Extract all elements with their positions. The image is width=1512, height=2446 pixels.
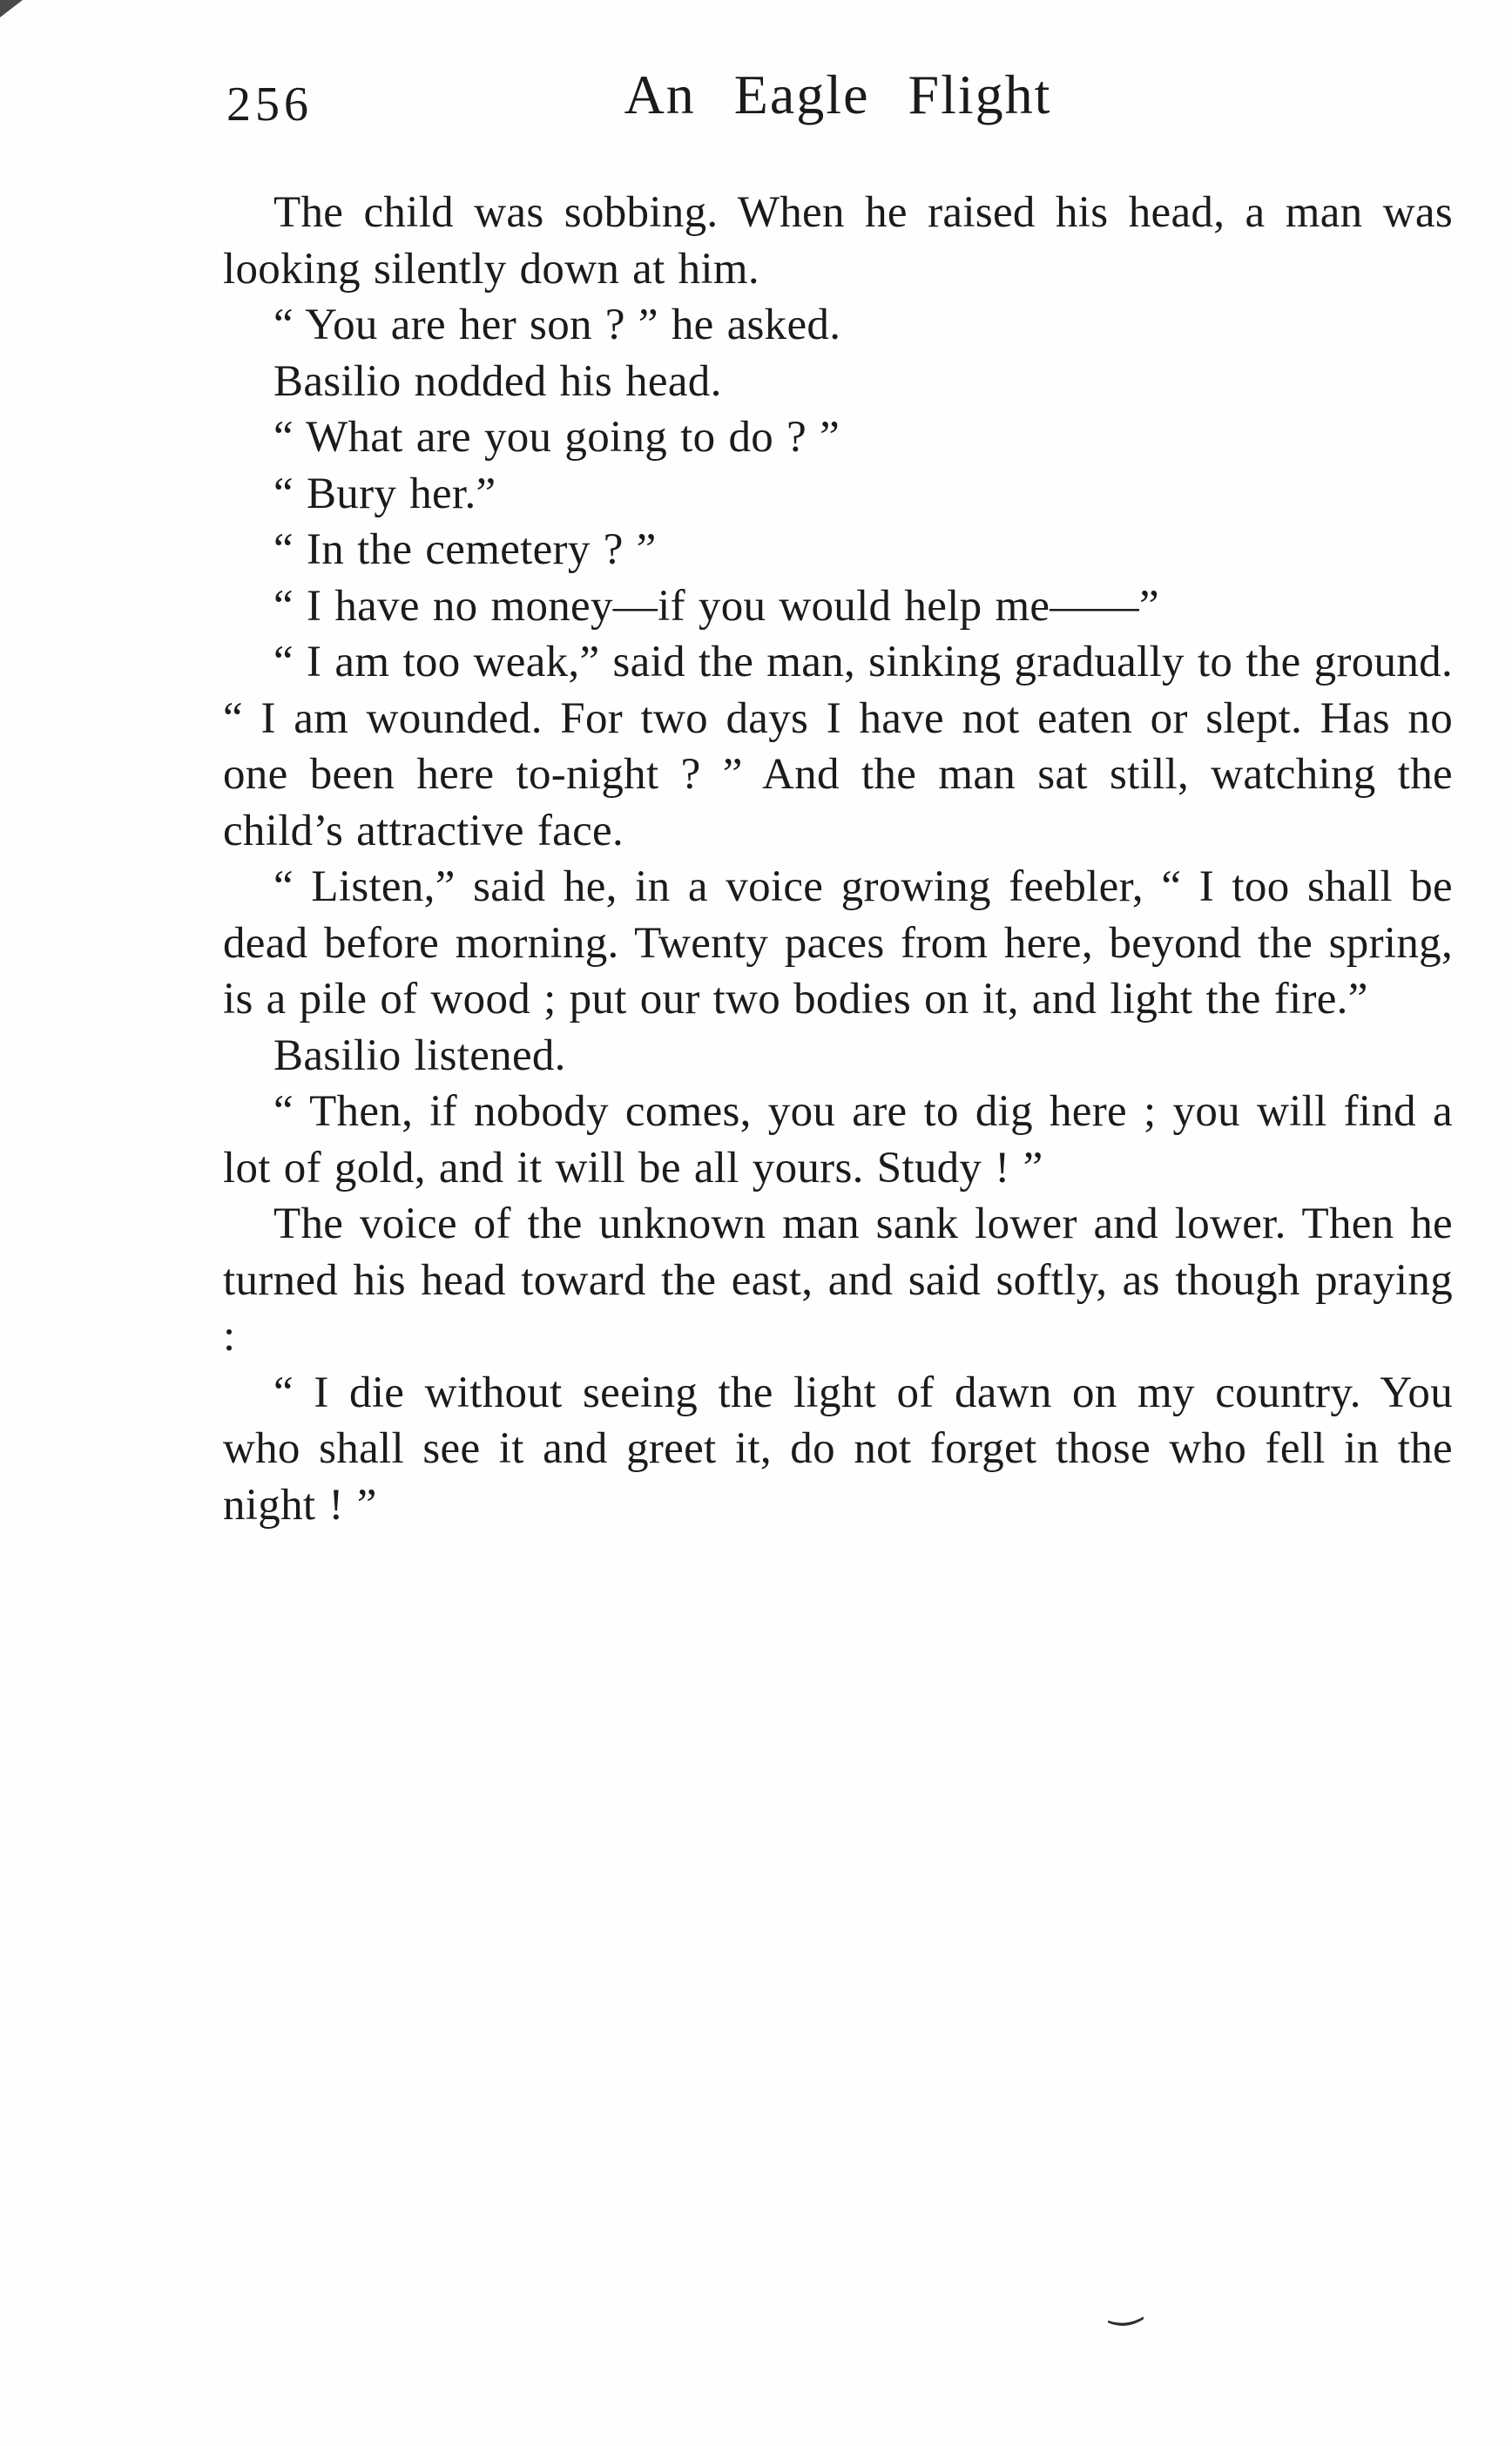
ink-mark: ‿	[1105, 2277, 1143, 2328]
paragraph: “ In the cemetery ? ”	[273, 525, 657, 574]
paragraph: “ You are her son ? ” he asked.	[273, 301, 841, 349]
paragraph: “ I die without seeing the light of dawn on my country. You who shall see it and greet it, do not forget those who fell in the night ! ”	[223, 1368, 1453, 1530]
paragraph: “ Listen,” said he, in a voice growing feebler, “ I too shall be dead before morning. Twenty paces from here, beyond the spring, is a pile of wood ; put our two bodies on it, and light the fire.”	[223, 862, 1453, 1024]
paragraph: The voice of the unknown man sank lower and lower. Then he turned his head toward the east, and said softly, as though praying :	[223, 1199, 1453, 1361]
paragraph: “ I am too weak,” said the man, sinking gradually to the ground. “ I am wounded. For two days I have not eaten or slept. Has no one been here to-night ? ” And the man sat still, watching the child’s attractive face.	[223, 638, 1453, 855]
paragraph: Basilio listened.	[273, 1030, 566, 1080]
paragraph: Basilio nodded his head.	[273, 356, 722, 406]
running-title: An Eagle Flight	[624, 64, 1052, 125]
scan-corner-artifact	[0, 0, 23, 17]
paragraph: “ What are you going to do ? ”	[273, 413, 840, 462]
paragraph: “ Then, if nobody comes, you are to dig here ; you will find a lot of gold, and it will be all yours. Study ! ”	[223, 1087, 1453, 1193]
page-header	[0, 63, 1512, 159]
paragraph: “ Bury her.”	[273, 469, 496, 518]
page-number: 256	[226, 78, 313, 132]
paragraph: The child was sobbing. When he raised his head, a man was looking silently down at him.	[223, 188, 1453, 294]
paragraph: “ I have no money—if you would help me——”	[273, 581, 1159, 631]
text-block	[223, 185, 1453, 1533]
